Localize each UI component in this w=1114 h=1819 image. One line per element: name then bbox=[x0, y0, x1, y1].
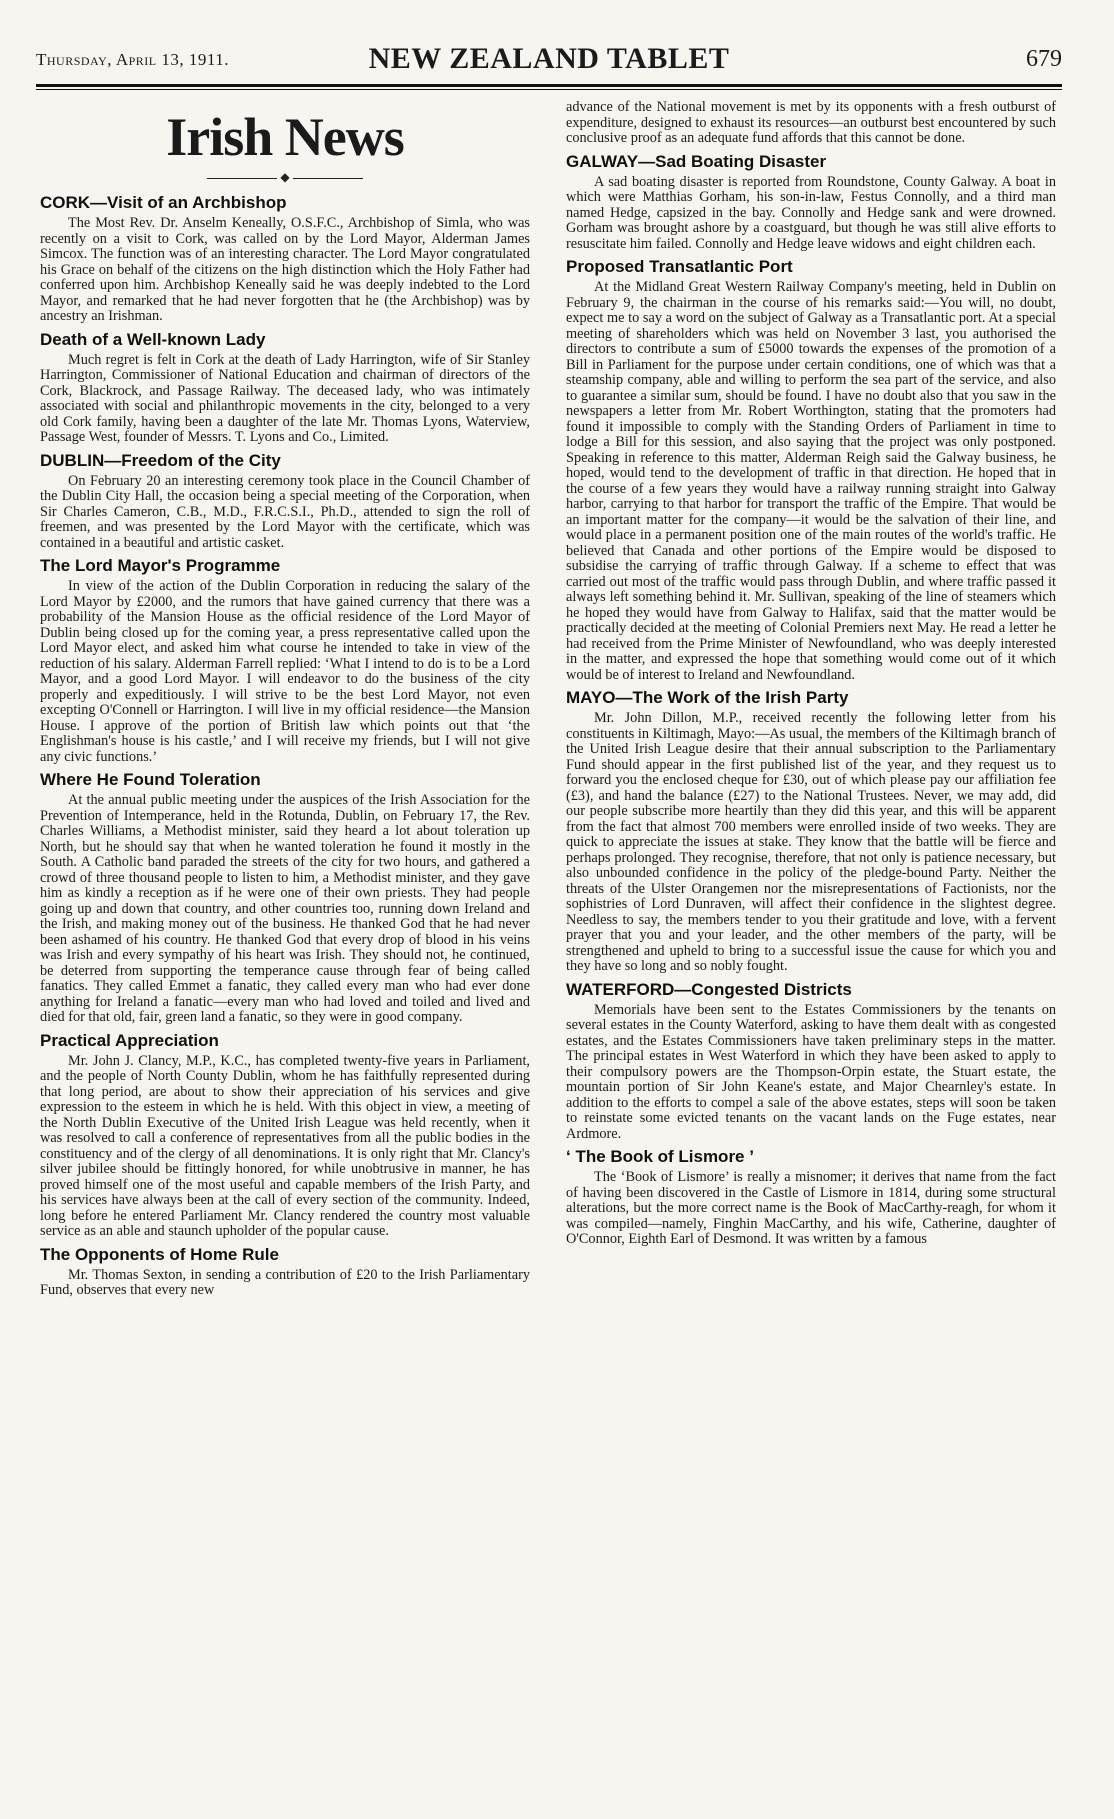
article-body: On February 20 an interesting ceremony took place in the Council Chamber of the Dublin City Hall, the occasion being a special meeting of the Corporation, when Sir Charles Cameron, C.B., M.D., F.R.C.S.I., Ph.D., attended to sign the roll of freemen, and was presented by the Lord Mayor with the certificate, which was contained in a beautiful and artistic casket. bbox=[40, 472, 530, 551]
article-heading: Proposed Transatlantic Port bbox=[566, 257, 793, 276]
article-body: In view of the action of the Dublin Corporation in reducing the salary of the Lord Mayor by £2000, and the rumors that have gained currency that there was a probability of the Mansion House as the official residence of the Lord Mayor of Dublin being closed up for the coming year, a press representative called upon the Lord Mayor elect, and asked him what course he intended to take in view of the reduction of his salary. Alderman Farrell replied: ‘What I intend to do is to be a Lord Mayor, and a good Lord Mayor. I will endeavor to do the business of the city properly and expeditiously. I will strive to be the best Lord Mayor, not even excepting O'Connell or Harrington. I will live in my official residence—the Mansion House. I approve of the portion of British law which points out that ‘the Englishman's house is his castle,’ and I will receive my friends, but I will not give any civic functions.’ bbox=[40, 578, 530, 765]
article-galway-boating bbox=[566, 152, 1056, 253]
page-header bbox=[36, 42, 1062, 82]
article-body: At the annual public meeting under the auspices of the Irish Association for the Prevention of Intemperance, held in the Rotunda, Dublin, on February 17, the Rev. Charles Williams, a Methodist minister, said they heard a lot about toleration up North, but he should say that when he wanted toleration he found it mostly in the South. A Catholic band paraded the streets of the city for two hours, and gathered a crowd of three thousand people to listen to him, a Methodist minister, and they gave him as kindly a reception as if he were one of their own priests. They had people going up and down that country, and other countries too, running down Ireland and the Irish, and making money out of the business. He thanked God that he had never been ashamed of his country. He thanked God that every drop of blood in his veins was Irish and every sympathy of his heart was Irish. They should not, he continued, be deterred from supporting the temperance cause through fear of being called fanatics. They called Emmet a fanatic, they called every man who had ever done anything for Ireland a fanatic—every man who had loved and toiled and lived and died for that old, fair, green land a fanatic, so they were in good company. bbox=[40, 792, 530, 1025]
ornament-divider: ◆ bbox=[40, 170, 530, 185]
article-cork-archbishop bbox=[40, 193, 530, 325]
article-lord-mayor-programme bbox=[40, 556, 530, 765]
article-body: Mr. Thomas Sexton, in sending a contribution of £20 to the Irish Parliamentary Fund, observes that every new bbox=[40, 1266, 530, 1298]
article-transatlantic-port bbox=[566, 257, 1056, 683]
newspaper-title: NEW ZEALAND TABLET bbox=[368, 42, 730, 75]
article-body: advance of the National movement is met by its opponents with a fresh outburst of expenditure, designed to exhaust its resources—an outburst best encountered by such conclusive proof as an adequate fund affords that this cannot be done. bbox=[566, 99, 1056, 146]
article-body: At the Midland Great Western Railway Company's meeting, held in Dublin on February 9, the chairman in the course of his remarks said:—You will, no doubt, expect me to say a word on the subject of Galway as a Transatlantic port. At a special meeting of shareholders which was held on November 3 last, you authorised the directors to contribute a sum of £5000 towards the expenses of the promotion of a Bill in Parliament for the purpose under certain conditions, one of which was that a steamship company, able and willing to perform the sea part of the service, and also to guarantee a similar sum, should be found. I have no doubt also that you saw in the newspapers a letter from Mr. Robert Worthington, stating that the promoters had found it impossible to comply with the Standing Orders of Parliament in time to lodge a Bill for this session, and also saying that the project was only postponed. Speaking in reference to this matter, Alderman Reigh said the Galway business, he hoped, would tend to the development of traffic in that direction. He hoped that in the course of a few years they would have a railway running straight into Galway harbor, carrying to that harbor for transport the traffic of the Empire. That would be an important matter for the company—it would be the salvation of their line, and would place in a permanent position one of the main routes of the world's traffic. He believed that Canada and other portions of the Empire would be disposed to subsidise the carrying of traffic through Galway. If a scheme to effect that was carried out most of the traffic would pass through Dublin, and where traffic passed it always left something behind it. Mr. Sullivan, speaking of the line of steamers which he hoped they would have from Galway to Halifax, said that the matter would be practically decided at the meeting of Colonial Premiers next May. He read a letter he had received from the Prime Minister of Newfoundland, who was deeply interested in the matter, and expressed the hope that something would come out of it which would be of interest to Ireland and Newfoundland. bbox=[566, 279, 1056, 683]
article-heading: The Lord Mayor's Programme bbox=[40, 556, 281, 575]
article-death-lady bbox=[40, 330, 530, 446]
article-body: Mr. John J. Clancy, M.P., K.C., has completed twenty-five years in Parliament, and the people of North County Dublin, whom he has faithfully represented during that long period, are about to show their appreciation of his services and give expression to the esteem in which he is held. With this object in view, a meeting of the North Dublin Executive of the United Irish League was held recently, when it was resolved to call a conference of representatives from all the public bodies in the constituency and of the clergy of all denominations. It is only right that Mr. Clancy's silver jubilee should be fittingly honored, for while unobtrusive in manner, he has proved himself one of the most useful and capable members of the Irish Party, and his services have always been at the call of every section of the community. Indeed, long before he entered Parliament Mr. Clancy rendered the country most valuable service as an able and staunch upholder of the popular cause. bbox=[40, 1052, 530, 1239]
header-rule-thick bbox=[36, 84, 1062, 87]
article-heading: MAYO—The Work of the Irish Party bbox=[566, 688, 849, 707]
article-heading: The Opponents of Home Rule bbox=[40, 1244, 279, 1264]
article-heading: Practical Appreciation bbox=[40, 1030, 219, 1050]
article-toleration bbox=[40, 770, 530, 1026]
issue-date: Thursday, April 13, 1911. bbox=[36, 50, 230, 69]
article-heading: CORK—Visit of an Archbishop bbox=[40, 193, 287, 212]
article-body: Memorials have been sent to the Estates Commissioners by the tenants on several estates in the County Waterford, asking to have them dealt with as congested estates, and the Estates Commissioners have taken preliminary steps in the matter. The principal estates in West Waterford in which they have been asked to apply to their compulsory powers are the Thompson-Orpin estate, the Stuart estate, the mountain portion of Sir John Keane's estate, and Major Chearnley's estate. In addition to the efforts to compel a sale of the above estates, steps will soon be taken to reinstate some evicted tenants on the vacant lands on the Fuge estates, near Ardmore. bbox=[566, 1001, 1056, 1142]
header-rule-thin bbox=[36, 89, 1062, 90]
section-masthead: Irish News bbox=[166, 107, 404, 167]
left-column bbox=[40, 100, 530, 1299]
article-heading: Where He Found Toleration bbox=[40, 770, 261, 789]
article-body: The ‘Book of Lismore’ is really a misnomer; it derives that name from the fact of having been discovered in the Castle of Lismore in 1814, during some structural alterations, but the more correct name is the Book of MacCarthy-reagh, for whom it was compiled—namely, Finghin MacCarthy, and his wife, Catherine, daughter of O'Connor, Eighth Earl of Desmond. It was written by a famous bbox=[566, 1169, 1056, 1247]
article-body: Much regret is felt in Cork at the death of Lady Harrington, wife of Sir Stanley Harrington, Commissioner of National Education and chairman of directors of the Cork, Blackrock, and Passage Railway. The deceased lady, who was intimately associated with social and philanthropic movements in the city, belonged to a very old Cork family, having been a daughter of the late Mr. Thomas Lyons, Waterview, Passage West, founder of Messrs. T. Lyons and Co., Limited. bbox=[40, 351, 530, 445]
article-heading: WATERFORD—Congested Districts bbox=[566, 979, 852, 999]
article-heading: Death of a Well-known Lady bbox=[40, 329, 266, 349]
article-body: Mr. John Dillon, M.P., received recently the following letter from his constituents in Kiltimagh, Mayo:—As usual, the members of the Kiltimagh branch of the United Irish League desire that their annual subscription to the Parliamentary Fund should appear in the first published list of the year, and they request us to forward you the enclosed cheque for £30, out of which please pay our affiliation fee (£3), and hand the balance (£27) to the National Trustees. Never, we may add, did our people subscribe more heartily than they did this year, and this will be apparent from the fact that almost 700 members were enrolled inside of two weeks. They are quick to appreciate the issues at stake. They know that the battle will be fierce and perhaps prolonged. They recognise, therefore, that not only is patience necessary, but also unbounded confidence in the policy of the pledge-bound Party. Neither the threats of the Ulster Orangemen nor the misrepresentations of Factionists, nor the sophistries of Lord Dunraven, will affect their confidence in the slightest degree. Needless to say, the members tender to you their gratitude and love, with a fervent prayer that you and your leader, and the other members of the party, will be strengthened and upheld to bring to a successful issue the cause for which you and they have so long and so nobly fought. bbox=[566, 710, 1056, 974]
article-heading: DUBLIN—Freedom of the City bbox=[40, 450, 281, 470]
right-column bbox=[566, 100, 1056, 1248]
article-practical-appreciation bbox=[40, 1031, 530, 1240]
article-waterford-congested bbox=[566, 980, 1056, 1143]
article-book-of-lismore bbox=[566, 1147, 1056, 1248]
article-body: A sad boating disaster is reported from Roundstone, County Galway. A boat in which were Matthias Gorham, his son-in-law, Festus Connolly, and a third man named Hedge, capsized in the bay. Connolly and Hedge sank and were drowned. Gorham was brought ashore by a coastguard, but though he was still alive efforts to resuscitate him failed. Connolly and Hedge leave widows and eight children each. bbox=[566, 173, 1056, 252]
article-continuation bbox=[566, 100, 1056, 147]
article-body: The Most Rev. Dr. Anselm Keneally, O.S.F.C., Archbishop of Simla, who was recently on a visit to Cork, was called on by the Lord Mayor, Alderman James Simcox. The function was of an interesting character. The Lord Mayor congratulated his Grace on behalf of the citizens on the high distinction which the Holy Father had conferred upon him. Archbishop Keneally said he was deeply indebted to the Lord Mayor, and remarked that he had never forgotten that he (the Archbishop) was by ancestry an Irishman. bbox=[40, 215, 530, 324]
article-opponents-home-rule bbox=[40, 1245, 530, 1299]
article-dublin-freedom bbox=[40, 451, 530, 552]
article-heading: GALWAY—Sad Boating Disaster bbox=[566, 151, 827, 171]
page-number: 679 bbox=[1026, 46, 1062, 72]
article-heading: ‘ The Book of Lismore ’ bbox=[566, 1147, 754, 1166]
article-mayo-irish-party bbox=[566, 688, 1056, 975]
